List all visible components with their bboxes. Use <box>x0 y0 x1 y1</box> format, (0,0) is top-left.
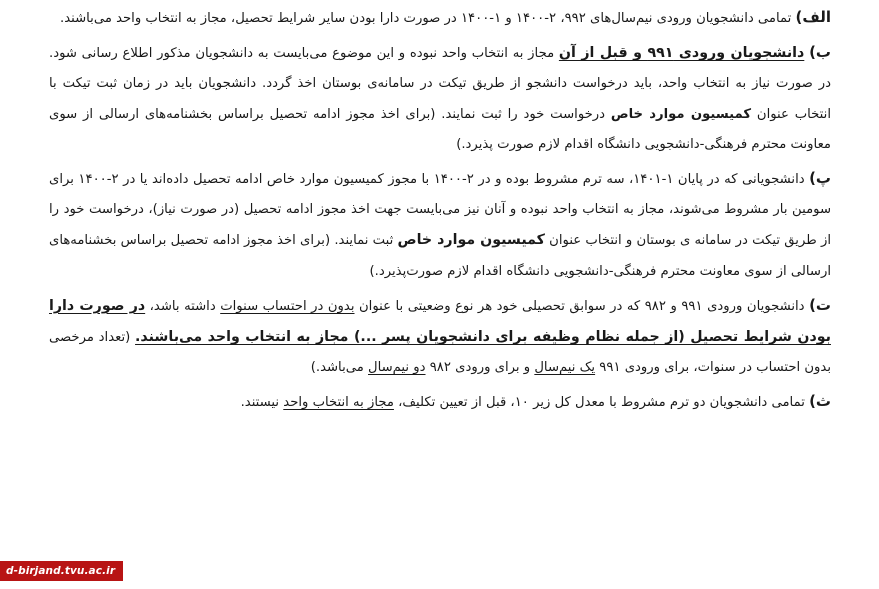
regulations-document <box>49 2 831 422</box>
paragraph-marker: ث) <box>809 392 831 411</box>
emphasized-text: دانشجویان ورودی ۹۹۱ و قبل از آن <box>558 45 805 62</box>
text-segment: ثبت نمایند. (برای اخذ مجوز ادامه تحصیل براساس بخشنامه‌های ارسالی از سوی معاونت محترم فرهنگی-دانشجویی دانشگاه اقدام لازم صورت‌پذیرد.) <box>49 233 831 279</box>
underlined-text: یک نیم‌سال <box>534 360 596 376</box>
emphasized-text: کمیسیون موارد خاص <box>397 232 545 249</box>
underlined-text: دو نیم‌سال <box>368 360 426 376</box>
paragraph-te <box>49 290 831 384</box>
emphasized-text: در صورت دارا بودن شرایط تحصیل (از جمله نظام وظیفه برای دانشجویان پسر ...) مجاز به انتخاب واحد می‌باشند. <box>49 297 831 346</box>
text-segment: و برای ورودی ۹۸۲ <box>425 360 535 376</box>
text-segment: مجاز به انتخاب واحد نبوده و این موضوع می‌بایست به دانشجویان مذکور اطلاع رسانی شود. در صورت نیاز به انتخاب واحد، باید درخواست دانشجو از طریق تیکت در سامانه‌ی بوستان اخذ گردد. دانشجویان باید در زمان ثبت تیکت با انتخاب عنوان <box>49 46 831 122</box>
emphasized-text: کمیسیون موارد خاص <box>610 106 752 122</box>
text-segment: (تعداد مرخصی بدون احتساب در سنوات، برای ورودی ۹۹۱ <box>49 330 831 376</box>
text-segment: می‌باشد.) <box>310 360 368 376</box>
text-segment: دانشجویان ورودی ۹۹۱ و ۹۸۲ که در سوابق تحصیلی خود هر نوع وضعیتی با عنوان <box>354 298 810 314</box>
text-segment: دانشجویانی که در پایان ۱-۱۴۰۱، سه ترم مشروط بوده و در ۲-۱۴۰۰ با مجوز کمیسیون موارد خاص ادامه تحصیل داده‌اند یا در ۲-۱۴۰۰ برای سومین بار مشروط می‌شوند، مجاز به انتخاب واحد نبوده و آنان نیز می‌بایست جهت اخذ مجوز ادامه تحصیل (در صورت نیاز)، درخواست خود را از طریق تیکت در سامانه ی بوستان و انتخاب عنوان <box>49 172 832 249</box>
underlined-text: بدون در احتساب سنوات <box>220 298 355 314</box>
text-segment: تمامی دانشجویان دو ترم مشروط با معدل کل زیر ۱۰، قبل از تعیین تکلیف، <box>393 395 810 411</box>
text-segment: نیستند. <box>240 395 284 411</box>
paragraph-marker: پ) <box>809 169 832 188</box>
paragraph-alef <box>49 2 831 34</box>
paragraph-se <box>49 386 831 418</box>
text-segment: تمامی دانشجویان ورودی نیم‌سال‌های ۹۹۲، ۲-۱۴۰۰ و ۱-۱۴۰۰ در صورت دارا بودن سایر شرایط تحصیل، مجاز به انتخاب واحد می‌باشند. <box>60 11 796 26</box>
text-segment: داشته باشد، <box>145 298 221 314</box>
site-watermark: d-birjand.tvu.ac.ir <box>0 561 123 581</box>
paragraph-marker: الف) <box>795 8 831 26</box>
paragraph-be <box>49 37 831 160</box>
underlined-text: مجاز به انتخاب واحد <box>283 395 394 411</box>
text-segment: درخواست خود را ثبت نمایند. (برای اخذ مجوز ادامه تحصیل براساس بخشنامه‌های ارسالی از سوی معاونت محترم فرهنگی-دانشجویی دانشگاه اقدام لازم صورت پذیرد.) <box>49 106 831 152</box>
paragraph-marker: ت) <box>809 295 831 314</box>
paragraph-pe <box>49 163 831 287</box>
paragraph-marker: ب) <box>809 43 831 62</box>
